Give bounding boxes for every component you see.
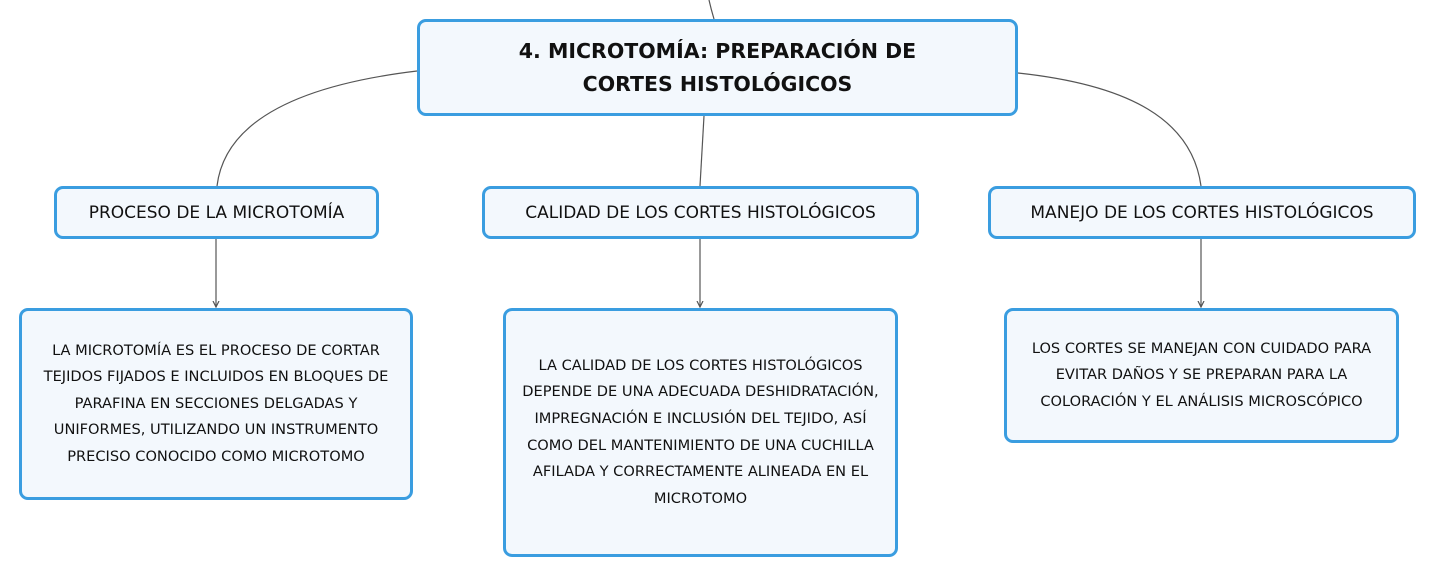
root-topic-label: 4. MICROTOMÍA: PREPARACIÓN DE CORTES HISTOLÓGICOS — [518, 38, 917, 96]
connector-incoming — [709, 0, 714, 19]
detail-node-proceso[interactable] — [19, 308, 413, 500]
detail-text-calidad: LA CALIDAD DE LOS CORTES HISTOLÓGICOS DEPENDE DE UNA ADECUADA DESHIDRATACIÓN, IMPREGNACIÓN E INCLUSIÓN DEL TEJIDO, ASÍ COMO DEL MANTENIMIENTO DE UNA CUCHILLA AFILADA Y CORRECTAMENTE ALINEADA EN EL MICROTOMO — [522, 356, 879, 507]
branch-node-calidad[interactable] — [482, 186, 919, 239]
connector-root-to-proceso — [217, 71, 417, 186]
branch-label-proceso: PROCESO DE LA MICROTOMÍA — [88, 202, 345, 223]
branch-node-manejo[interactable] — [988, 186, 1416, 239]
detail-text-manejo: LOS CORTES SE MANEJAN CON CUIDADO PARA EVITAR DAÑOS Y SE PREPARAN PARA LA COLORACIÓN Y EL ANÁLISIS MICROSCÓPICO — [1031, 339, 1372, 410]
detail-node-calidad[interactable] — [503, 308, 898, 557]
connector-root-to-calidad — [700, 116, 704, 186]
detail-node-manejo[interactable] — [1004, 308, 1399, 443]
branch-label-calidad: CALIDAD DE LOS CORTES HISTOLÓGICOS — [525, 202, 876, 223]
connector-root-to-manejo — [1018, 73, 1201, 186]
root-topic-node[interactable] — [417, 19, 1018, 116]
detail-text-proceso: LA MICROTOMÍA ES EL PROCESO DE CORTAR TEJIDOS FIJADOS E INCLUIDOS EN BLOQUES DE PARAFINA EN SECCIONES DELGADAS Y UNIFORMES, UTILIZANDO UN INSTRUMENTO PRECISO CONOCIDO COMO MICROTOMO — [43, 341, 389, 465]
branch-label-manejo: MANEJO DE LOS CORTES HISTOLÓGICOS — [1030, 202, 1374, 223]
branch-node-proceso[interactable] — [54, 186, 379, 239]
